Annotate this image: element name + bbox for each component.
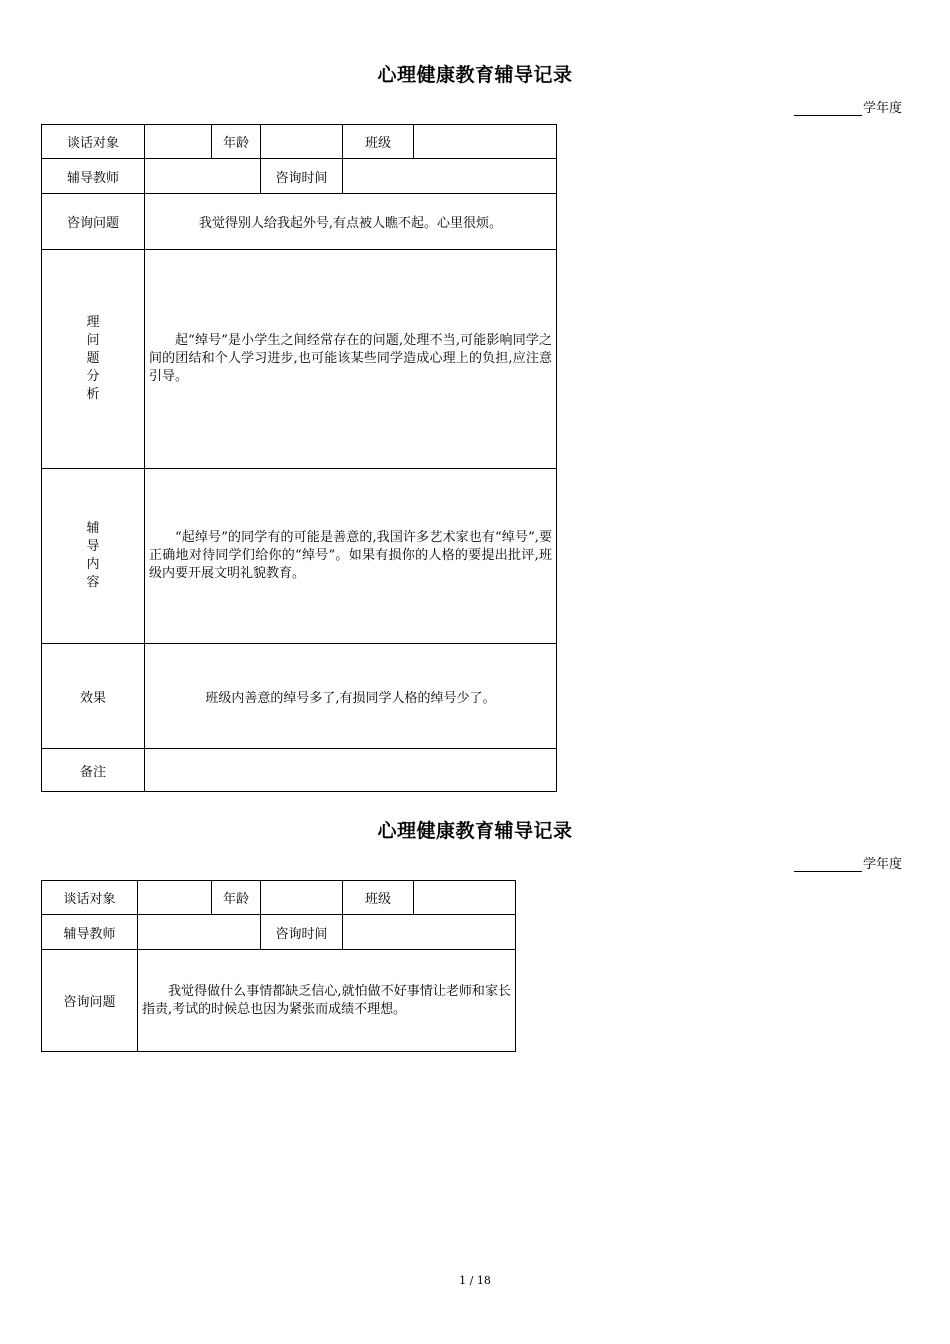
label-analysis-char: 分 — [86, 369, 100, 384]
label-student: 谈话对象 — [42, 125, 145, 159]
label-analysis-char: 析 — [86, 387, 100, 402]
value-notes — [145, 749, 557, 792]
label-analysis-char: 理 — [86, 315, 100, 330]
value-problem: 我觉得做什么事情都缺乏信心,就怕做不好事情让老师和家长指责,考试的时候总也因为紧张而成绩不理想。 — [138, 950, 516, 1052]
label-content-char: 内 — [86, 557, 100, 572]
value-student — [145, 125, 212, 159]
label-class: 班级 — [343, 125, 414, 159]
label-problem: 咨询问题 — [42, 194, 145, 250]
label-content-char: 容 — [86, 575, 100, 590]
label-age: 年龄 — [212, 125, 261, 159]
label-analysis-char: 问 — [86, 333, 100, 348]
value-student — [138, 881, 212, 915]
record-1-title: 心理健康教育辅导记录 — [377, 64, 573, 86]
value-class — [414, 881, 516, 915]
label-teacher: 辅导教师 — [42, 159, 145, 194]
label-analysis — [42, 250, 145, 469]
label-analysis-char: 题 — [86, 351, 100, 366]
label-content-char: 辅 — [86, 521, 100, 536]
record-2-table — [41, 880, 516, 1052]
school-year-label: 学年度 — [862, 101, 902, 116]
page-number: 1 / 18 — [459, 1274, 491, 1287]
label-effect: 效果 — [42, 644, 145, 749]
record-2-school-year — [794, 853, 902, 872]
label-time: 咨询时间 — [261, 915, 343, 950]
value-problem: 我觉得别人给我起外号,有点被人瞧不起。心里很烦。 — [145, 194, 557, 250]
value-time — [343, 915, 516, 950]
record-1-school-year — [794, 97, 902, 116]
label-class: 班级 — [343, 881, 414, 915]
label-time: 咨询时间 — [261, 159, 343, 194]
label-content — [42, 469, 145, 644]
school-year-blank — [794, 101, 862, 116]
value-analysis: 起“绰号”是小学生之间经常存在的问题,处理不当,可能影响同学之间的团结和个人学习进步,也可能该某些同学造成心理上的负担,应注意引导。 — [145, 250, 557, 469]
label-student: 谈话对象 — [42, 881, 138, 915]
value-age — [261, 881, 343, 915]
value-class — [414, 125, 557, 159]
value-age — [261, 125, 343, 159]
record-2-title: 心理健康教育辅导记录 — [377, 820, 573, 842]
record-1-table — [41, 124, 557, 792]
label-notes: 备注 — [42, 749, 145, 792]
school-year-blank — [794, 857, 862, 872]
value-time — [343, 159, 557, 194]
value-teacher — [145, 159, 261, 194]
label-content-char: 导 — [86, 539, 100, 554]
value-content: “起绰号”的同学有的可能是善意的,我国许多艺术家也有“绰号”,要正确地对待同学们给你的“绰号”。如果有损你的人格的要提出批评,班级内要开展文明礼貌教育。 — [145, 469, 557, 644]
label-teacher: 辅导教师 — [42, 915, 138, 950]
value-effect: 班级内善意的绰号多了,有损同学人格的绰号少了。 — [145, 644, 557, 749]
school-year-label: 学年度 — [862, 857, 902, 872]
label-age: 年龄 — [212, 881, 261, 915]
label-problem: 咨询问题 — [42, 950, 138, 1052]
value-teacher — [138, 915, 261, 950]
